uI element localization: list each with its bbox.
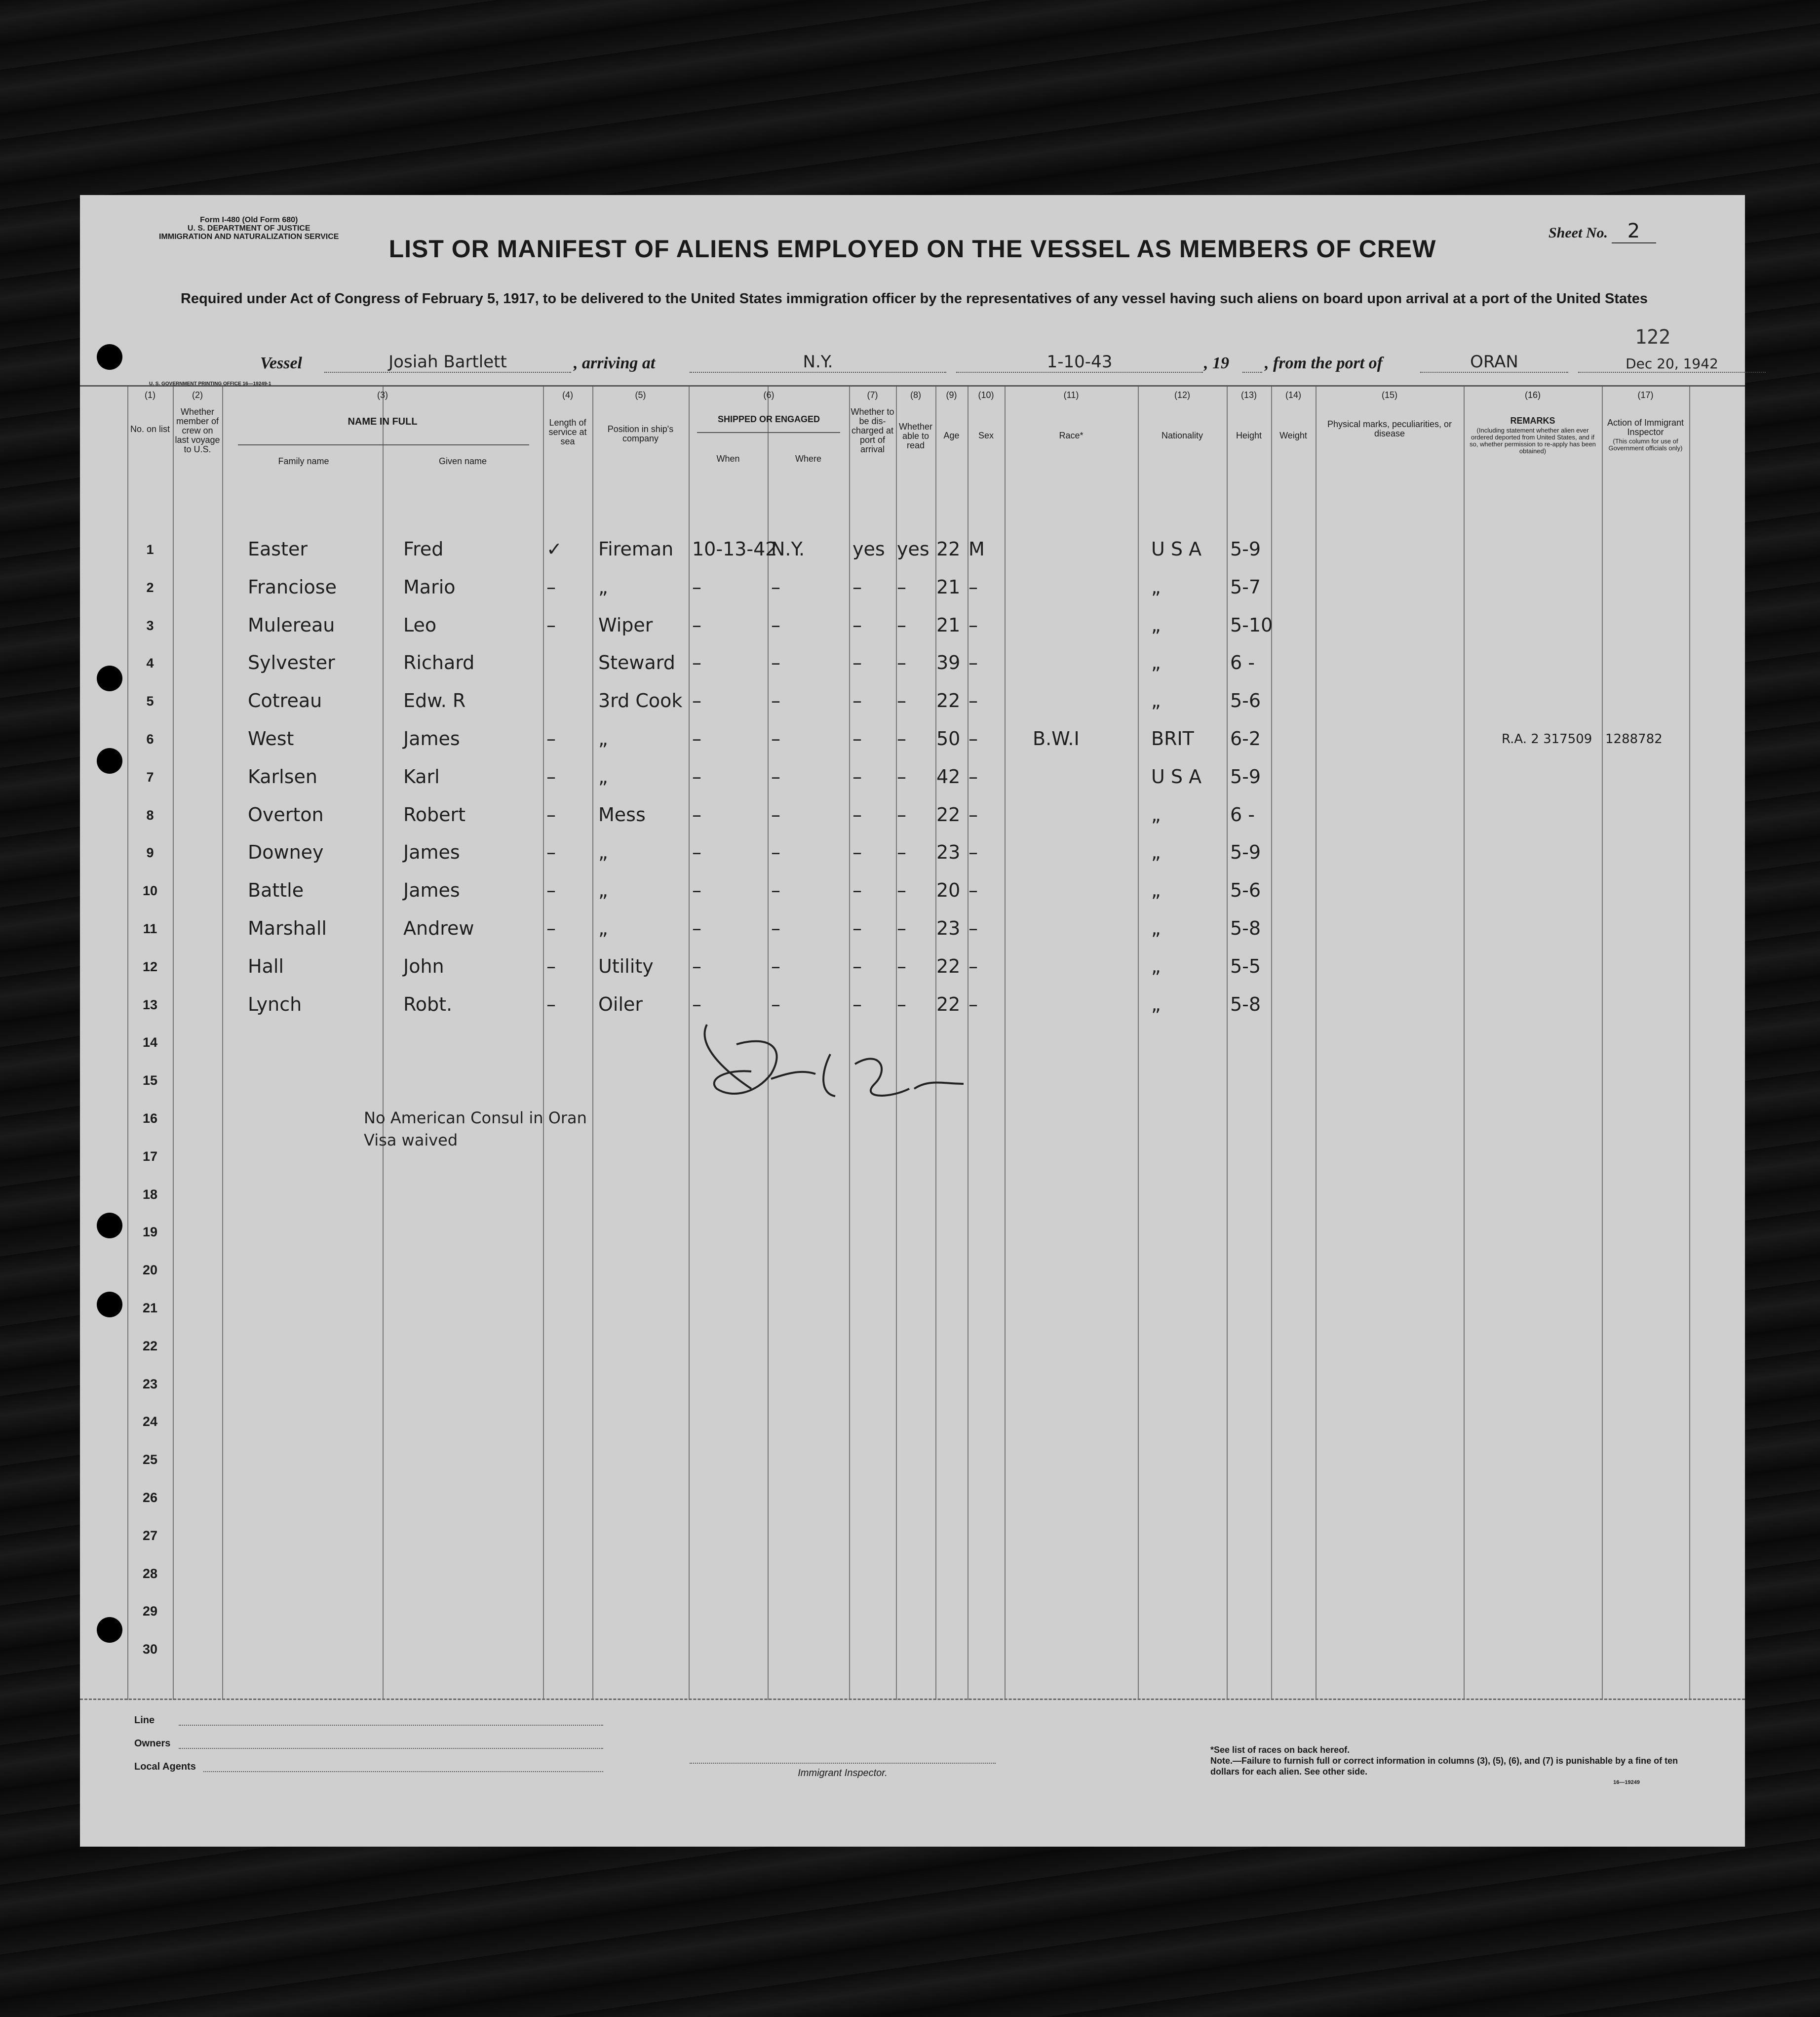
sex: – bbox=[968, 765, 978, 788]
row-number: 28 bbox=[142, 1566, 158, 1581]
shipped-where: – bbox=[771, 576, 780, 598]
column-rule bbox=[1316, 387, 1317, 1700]
height: 5-9 bbox=[1230, 765, 1261, 788]
binder-hole bbox=[97, 1292, 122, 1317]
fine-note: Note.—Failure to furnish full or correct information in columns (3), (5), (6), and (7) is punishable by a fine of ten dollars for each alien. See other side. bbox=[1210, 1756, 1678, 1777]
shipped-when: – bbox=[692, 614, 701, 636]
shipped-when: – bbox=[692, 955, 701, 977]
header-age: Age bbox=[943, 431, 960, 440]
column-number: (12) bbox=[1174, 390, 1190, 400]
row-number: 6 bbox=[146, 732, 154, 747]
position: „ bbox=[598, 576, 608, 598]
name-divider bbox=[238, 444, 529, 445]
discharged: – bbox=[852, 841, 862, 864]
nationality: „ bbox=[1151, 690, 1161, 712]
shipped-where: – bbox=[771, 690, 780, 712]
binder-hole bbox=[97, 666, 122, 691]
family-name: Karlsen bbox=[248, 765, 317, 788]
race: B.W.I bbox=[1033, 728, 1080, 750]
shipped-when: – bbox=[692, 652, 701, 674]
able-to-read: – bbox=[897, 917, 906, 939]
row-number: 27 bbox=[142, 1528, 158, 1543]
given-name: Leo bbox=[403, 614, 437, 636]
column-number: (6) bbox=[763, 390, 774, 400]
manifest-sheet bbox=[80, 195, 1745, 1847]
age: 23 bbox=[936, 917, 961, 939]
position: Steward bbox=[598, 652, 675, 674]
header-no-on-list: No. on list bbox=[130, 424, 170, 434]
column-number: (16) bbox=[1524, 390, 1541, 400]
row-number: 26 bbox=[142, 1490, 158, 1505]
given-name: Mario bbox=[403, 576, 456, 598]
age: 20 bbox=[936, 879, 961, 902]
given-name: Karl bbox=[403, 765, 440, 788]
nationality: „ bbox=[1151, 879, 1161, 902]
header-nationality: Nationality bbox=[1161, 431, 1203, 440]
shipped-when: – bbox=[692, 841, 701, 864]
shipped-where: – bbox=[771, 879, 780, 902]
column-number: (5) bbox=[635, 390, 646, 400]
sheet-number-value: 2 bbox=[1612, 220, 1656, 243]
footer-line-label: Line bbox=[134, 1715, 155, 1726]
age: 22 bbox=[936, 690, 961, 712]
column-rule bbox=[1464, 387, 1465, 1700]
given-name: Fred bbox=[403, 538, 444, 560]
nationality: „ bbox=[1151, 993, 1161, 1015]
inspector-signature-blank bbox=[690, 1763, 996, 1764]
able-to-read: – bbox=[897, 652, 906, 674]
row-number: 7 bbox=[146, 769, 154, 785]
height: 5-6 bbox=[1230, 690, 1261, 712]
length-of-service: – bbox=[546, 728, 556, 750]
note-consul: No American Consul in Oran bbox=[364, 1108, 587, 1127]
age: 22 bbox=[936, 803, 961, 826]
family-name: Cotreau bbox=[248, 690, 322, 712]
binder-hole bbox=[97, 1617, 122, 1643]
given-name: Robt. bbox=[403, 993, 453, 1015]
family-name: Lynch bbox=[248, 993, 302, 1015]
sex: M bbox=[968, 538, 985, 560]
position: „ bbox=[598, 917, 608, 939]
length-of-service: – bbox=[546, 917, 556, 939]
height: 5-7 bbox=[1230, 576, 1261, 598]
row-number: 15 bbox=[142, 1073, 158, 1088]
header-able-to-read: Whether able to read bbox=[898, 422, 933, 450]
shipped-where: – bbox=[771, 841, 780, 864]
service-name: IMMIGRATION AND NATURALIZATION SERVICE bbox=[159, 233, 339, 241]
column-number: (3) bbox=[377, 390, 388, 400]
given-name: James bbox=[403, 841, 460, 864]
shipped-when: – bbox=[692, 728, 701, 750]
shipped-where: N.Y. bbox=[771, 538, 805, 560]
discharged: – bbox=[852, 576, 862, 598]
shipped-where: – bbox=[771, 993, 780, 1015]
position: „ bbox=[598, 765, 608, 788]
length-of-service: – bbox=[546, 955, 556, 977]
footer-rule bbox=[80, 1699, 1745, 1700]
sex: – bbox=[968, 728, 978, 750]
height: 6 - bbox=[1230, 652, 1255, 674]
column-number: (7) bbox=[867, 390, 878, 400]
footer-agents-label: Local Agents bbox=[134, 1761, 196, 1772]
column-number: (10) bbox=[978, 390, 994, 400]
age: 42 bbox=[936, 765, 961, 788]
shipped-where: – bbox=[771, 917, 780, 939]
sex: – bbox=[968, 803, 978, 826]
nationality: BRIT bbox=[1151, 728, 1194, 750]
arriving-label: , arriving at bbox=[574, 354, 656, 372]
family-name: Franciose bbox=[248, 576, 337, 598]
header-family-name: Family name bbox=[278, 456, 329, 466]
age: 22 bbox=[936, 955, 961, 977]
discharged: – bbox=[852, 652, 862, 674]
arriving-port: N.Y. bbox=[690, 352, 946, 373]
header-height: Height bbox=[1236, 431, 1262, 440]
column-number: (17) bbox=[1637, 390, 1654, 400]
form-code: 16—19249 bbox=[1613, 1780, 1640, 1785]
able-to-read: – bbox=[897, 955, 906, 977]
signature bbox=[623, 1015, 978, 1118]
stamp-number: 122 bbox=[1635, 326, 1671, 349]
nationality: U S A bbox=[1151, 538, 1202, 560]
header-remarks-note: (Including statement whether alien ever ordered deported from United States, and if so, whether permission to re-apply has been obtained) bbox=[1470, 427, 1596, 455]
height: 5-8 bbox=[1230, 993, 1261, 1015]
header-race: Race* bbox=[1059, 431, 1084, 440]
height: 6-2 bbox=[1230, 728, 1261, 750]
sex: – bbox=[968, 841, 978, 864]
discharged: – bbox=[852, 803, 862, 826]
header-position: Position in ship's company bbox=[607, 424, 674, 443]
nationality: „ bbox=[1151, 841, 1161, 864]
from-port: ORAN bbox=[1420, 352, 1568, 373]
shipped-when: – bbox=[692, 993, 701, 1015]
footer-line-blank bbox=[179, 1725, 603, 1726]
nationality: „ bbox=[1151, 803, 1161, 826]
height: 5-9 bbox=[1230, 841, 1261, 864]
length-of-service: – bbox=[546, 993, 556, 1015]
vessel-label: Vessel bbox=[260, 354, 302, 372]
family-name: Battle bbox=[248, 879, 304, 902]
discharged: – bbox=[852, 879, 862, 902]
department-name: U. S. DEPARTMENT OF JUSTICE bbox=[187, 224, 310, 233]
column-rule bbox=[383, 387, 384, 1700]
sex: – bbox=[968, 614, 978, 636]
nationality: U S A bbox=[1151, 765, 1202, 788]
position: Oiler bbox=[598, 993, 643, 1015]
length-of-service: – bbox=[546, 614, 556, 636]
shipped-when: – bbox=[692, 765, 701, 788]
row-number: 2 bbox=[146, 580, 154, 595]
header-when: When bbox=[716, 454, 740, 464]
discharged: – bbox=[852, 765, 862, 788]
column-rule bbox=[1227, 387, 1228, 1700]
position: Utility bbox=[598, 955, 654, 977]
footer-agents-blank bbox=[203, 1771, 603, 1772]
footer-owners-label: Owners bbox=[134, 1738, 171, 1749]
row-number: 4 bbox=[146, 656, 154, 671]
age: 22 bbox=[936, 538, 961, 560]
shipped-where: – bbox=[771, 728, 780, 750]
given-name: James bbox=[403, 728, 460, 750]
shipped-when: – bbox=[692, 917, 701, 939]
binder-hole bbox=[97, 344, 122, 370]
able-to-read: – bbox=[897, 765, 906, 788]
row-number: 3 bbox=[146, 618, 154, 633]
page-title: LIST OR MANIFEST OF ALIENS EMPLOYED ON THE VESSEL AS MEMBERS OF CREW bbox=[388, 235, 1436, 263]
column-number: (13) bbox=[1240, 390, 1257, 400]
nationality: „ bbox=[1151, 955, 1161, 977]
header-sex: Sex bbox=[978, 431, 994, 440]
header-where: Where bbox=[795, 454, 821, 464]
row-number: 16 bbox=[142, 1111, 158, 1126]
column-number: (15) bbox=[1381, 390, 1397, 400]
sex: – bbox=[968, 955, 978, 977]
sex: – bbox=[968, 690, 978, 712]
sex: – bbox=[968, 993, 978, 1015]
column-number: (14) bbox=[1285, 390, 1301, 400]
position: Mess bbox=[598, 803, 646, 826]
given-name: Andrew bbox=[403, 917, 474, 939]
note-visa: Visa waived bbox=[364, 1131, 458, 1149]
able-to-read: – bbox=[897, 841, 906, 864]
column-rule bbox=[1138, 387, 1139, 1700]
column-rule bbox=[222, 387, 223, 1700]
row-number: 30 bbox=[142, 1642, 158, 1657]
family-name: Overton bbox=[248, 803, 324, 826]
shipped-when: 10-13-42 bbox=[692, 538, 777, 560]
length-of-service: ✓ bbox=[546, 538, 562, 560]
shipped-when: – bbox=[692, 690, 701, 712]
height: 5-10 bbox=[1230, 614, 1273, 636]
header-given-name: Given name bbox=[438, 456, 487, 466]
able-to-read: – bbox=[897, 879, 906, 902]
age: 21 bbox=[936, 576, 961, 598]
age: 22 bbox=[936, 993, 961, 1015]
arrival-date: 1-10-43 bbox=[956, 352, 1203, 373]
header-rule bbox=[80, 385, 1745, 387]
row-number: 21 bbox=[142, 1301, 158, 1315]
row-number: 20 bbox=[142, 1263, 158, 1278]
position: 3rd Cook bbox=[598, 690, 683, 712]
nationality: „ bbox=[1151, 917, 1161, 939]
footer-owners-blank bbox=[179, 1748, 603, 1749]
discharged: – bbox=[852, 728, 862, 750]
column-rule bbox=[1271, 387, 1272, 1700]
height: 5-9 bbox=[1230, 538, 1261, 560]
sex: – bbox=[968, 879, 978, 902]
nationality: „ bbox=[1151, 576, 1161, 598]
row-number: 8 bbox=[146, 807, 154, 823]
row-number: 14 bbox=[142, 1035, 158, 1050]
able-to-read: – bbox=[897, 690, 906, 712]
column-rule bbox=[1602, 387, 1603, 1700]
shipped-when: – bbox=[692, 803, 701, 826]
from-port-label: , from the port of bbox=[1265, 354, 1383, 372]
header-weight: Weight bbox=[1279, 431, 1307, 440]
given-name: Edw. R bbox=[403, 690, 466, 712]
header-shipped-engaged: SHIPPED OR ENGAGED bbox=[717, 414, 820, 424]
shipped-when: – bbox=[692, 879, 701, 902]
able-to-read: – bbox=[897, 576, 906, 598]
family-name: Hall bbox=[248, 955, 284, 977]
shipped-where: – bbox=[771, 803, 780, 826]
binder-hole bbox=[97, 748, 122, 774]
row-number: 5 bbox=[146, 694, 154, 709]
year-blank bbox=[1242, 372, 1262, 373]
row-number: 13 bbox=[142, 997, 158, 1012]
printer-imprint: U. S. GOVERNMENT PRINTING OFFICE 16—19249-1 bbox=[149, 381, 271, 387]
column-number: (4) bbox=[562, 390, 573, 400]
shipped-where: – bbox=[771, 614, 780, 636]
column-number: (1) bbox=[145, 390, 155, 400]
family-name: Marshall bbox=[248, 917, 327, 939]
year-label: , 19 bbox=[1204, 354, 1229, 372]
able-to-read: – bbox=[897, 614, 906, 636]
row-number: 18 bbox=[142, 1186, 158, 1202]
page-subtitle: Required under Act of Congress of February 5, 1917, to be delivered to the United States immigration officer by the representatives of any vessel having such aliens on board upon arrival at a port of the United States bbox=[180, 291, 1648, 307]
row-number: 12 bbox=[142, 959, 158, 974]
column-number: (11) bbox=[1063, 390, 1079, 400]
header-action: Action of Immigrant Inspector bbox=[1607, 418, 1684, 437]
family-name: Sylvester bbox=[248, 652, 335, 674]
column-rule bbox=[173, 387, 174, 1700]
discharged: – bbox=[852, 993, 862, 1015]
inspector-action: 1288782 bbox=[1605, 732, 1663, 747]
column-rule bbox=[1005, 387, 1006, 1700]
given-name: John bbox=[403, 955, 444, 977]
remarks: R.A. 2 317509 bbox=[1502, 732, 1592, 747]
length-of-service: – bbox=[546, 841, 556, 864]
position: „ bbox=[598, 728, 608, 750]
age: 21 bbox=[936, 614, 961, 636]
family-name: Downey bbox=[248, 841, 324, 864]
height: 5-6 bbox=[1230, 879, 1261, 902]
row-number: 24 bbox=[142, 1414, 158, 1429]
row-number: 17 bbox=[142, 1148, 158, 1164]
inspector-label: Immigrant Inspector. bbox=[798, 1768, 888, 1779]
header-remarks: REMARKS bbox=[1510, 416, 1555, 426]
row-number: 29 bbox=[142, 1604, 158, 1619]
binder-hole bbox=[97, 1213, 122, 1238]
row-number: 25 bbox=[142, 1452, 158, 1467]
row-number: 23 bbox=[142, 1376, 158, 1391]
sex: – bbox=[968, 652, 978, 674]
shipped-when: – bbox=[692, 576, 701, 598]
family-name: West bbox=[248, 728, 294, 750]
row-number: 9 bbox=[146, 845, 154, 861]
family-name: Easter bbox=[248, 538, 308, 560]
height: 5-8 bbox=[1230, 917, 1261, 939]
row-number: 11 bbox=[143, 921, 157, 936]
column-number: (9) bbox=[946, 390, 957, 400]
shipped-where: – bbox=[771, 765, 780, 788]
row-number: 22 bbox=[142, 1338, 158, 1353]
races-note: *See list of races on back hereof. bbox=[1210, 1745, 1350, 1755]
position: Fireman bbox=[598, 538, 674, 560]
discharged: – bbox=[852, 955, 862, 977]
column-rule bbox=[1689, 387, 1690, 1700]
length-of-service: – bbox=[546, 879, 556, 902]
nationality: „ bbox=[1151, 614, 1161, 636]
departure-date: Dec 20, 1942 bbox=[1578, 356, 1766, 373]
length-of-service: – bbox=[546, 765, 556, 788]
column-rule bbox=[543, 387, 544, 1700]
header-name-in-full: NAME IN FULL bbox=[348, 416, 418, 427]
sheet-number-label: Sheet No. bbox=[1549, 225, 1608, 241]
row-number: 1 bbox=[146, 542, 154, 557]
shipped-divider bbox=[697, 432, 840, 433]
column-number: (2) bbox=[192, 390, 203, 400]
header-physical-marks: Physical marks, peculiarities, or disease bbox=[1327, 419, 1452, 438]
discharged: – bbox=[852, 917, 862, 939]
position: „ bbox=[598, 879, 608, 902]
shipped-where: – bbox=[771, 955, 780, 977]
sex: – bbox=[968, 917, 978, 939]
able-to-read: – bbox=[897, 803, 906, 826]
vessel-name: Josiah Bartlett bbox=[324, 352, 571, 373]
column-rule bbox=[592, 387, 593, 1700]
position: Wiper bbox=[598, 614, 653, 636]
header-discharged: Whether to be dis-charged at port of arrival bbox=[851, 407, 894, 454]
given-name: Robert bbox=[403, 803, 465, 826]
able-to-read: yes bbox=[897, 538, 929, 560]
header-action-note: (This column for use of Government officials only) bbox=[1608, 437, 1683, 452]
row-number: 10 bbox=[142, 883, 158, 899]
age: 39 bbox=[936, 652, 961, 674]
length-of-service: – bbox=[546, 576, 556, 598]
column-number: (8) bbox=[910, 390, 921, 400]
age: 23 bbox=[936, 841, 961, 864]
header-member-last-voyage: Whether member of crew on last voyage to U.S. bbox=[175, 407, 220, 454]
given-name: Richard bbox=[403, 652, 475, 674]
discharged: yes bbox=[852, 538, 885, 560]
able-to-read: – bbox=[897, 993, 906, 1015]
height: 6 - bbox=[1230, 803, 1255, 826]
position: „ bbox=[598, 841, 608, 864]
row-number: 19 bbox=[142, 1225, 158, 1240]
discharged: – bbox=[852, 614, 862, 636]
nationality: „ bbox=[1151, 652, 1161, 674]
given-name: James bbox=[403, 879, 460, 902]
family-name: Mulereau bbox=[248, 614, 335, 636]
length-of-service: – bbox=[546, 803, 556, 826]
age: 50 bbox=[936, 728, 961, 750]
able-to-read: – bbox=[897, 728, 906, 750]
form-number: Form I-480 (Old Form 680) bbox=[200, 216, 298, 224]
footer-notes bbox=[1210, 1744, 1704, 1788]
height: 5-5 bbox=[1230, 955, 1261, 977]
sex: – bbox=[968, 576, 978, 598]
discharged: – bbox=[852, 690, 862, 712]
header-length-service: Length of service at sea bbox=[548, 418, 587, 446]
vessel-line bbox=[260, 343, 1718, 373]
shipped-where: – bbox=[771, 652, 780, 674]
